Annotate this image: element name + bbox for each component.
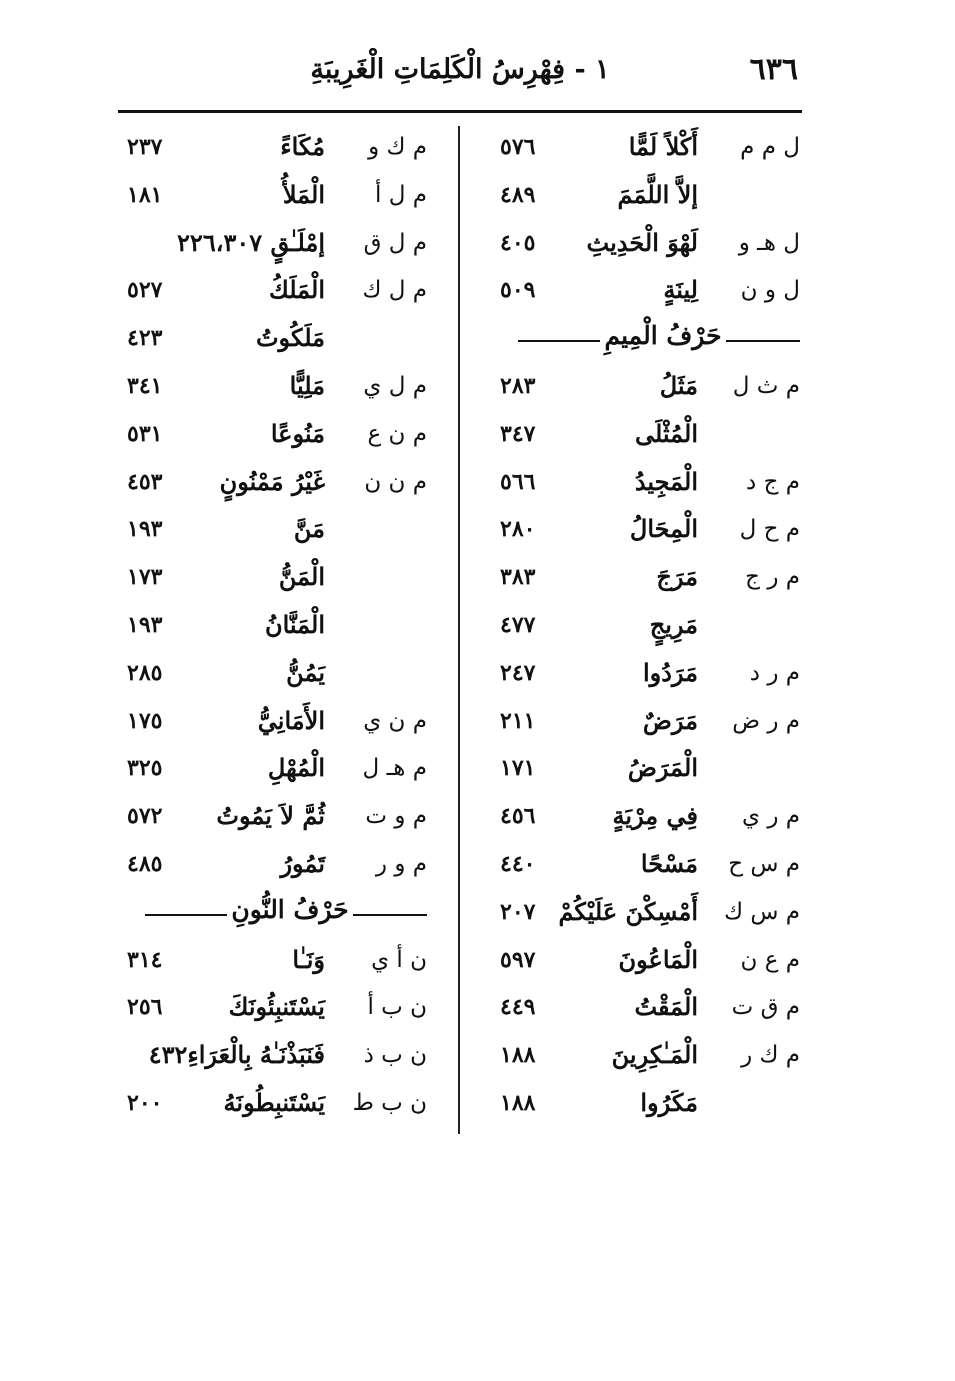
entry-word: فَنَبَذْنَـٰهُ بِالْعَرَاءِ٤٣٢: [148, 1040, 325, 1070]
entry-word: مُكَاءً: [280, 132, 325, 161]
entry-root: م هـ ل: [362, 755, 427, 782]
entry-root: ن أ ي: [371, 946, 427, 973]
section-heading: [127, 891, 427, 939]
entry-root: ل و ن: [740, 277, 800, 304]
section-heading-text: حَرْفُ الْمِيمِ: [604, 321, 722, 351]
entry-root: م ح ل: [739, 516, 800, 543]
entry-root: م ل أ: [375, 181, 427, 208]
entry-page-ref: ١٧٣: [127, 564, 163, 591]
entry-word: أَكْلاً لَمًّا: [628, 132, 698, 161]
entry-word: مَكَرُوا: [640, 1087, 698, 1117]
entry-root: م س ك: [724, 898, 800, 925]
entry-word: مَنَّ: [293, 514, 325, 544]
index-entry: [500, 795, 800, 843]
entry-word: يَسْتَنبِطُونَهُ: [223, 1087, 325, 1117]
column-divider: [458, 126, 460, 1134]
index-entry: [500, 747, 800, 795]
entry-page-ref: ٣١٤: [127, 946, 163, 973]
index-entry: [500, 843, 800, 891]
entry-page-ref: ٣٨٣: [500, 564, 536, 591]
index-entry: [127, 795, 427, 843]
entry-page-ref: ٢٨٥: [127, 659, 163, 686]
entry-page-ref: ٥٧٢: [127, 803, 163, 830]
entry-word: الْمَنُّ: [278, 562, 325, 592]
entry-word: وَنَـٰا: [292, 944, 325, 974]
entry-word: مَرَجَ: [656, 562, 698, 592]
index-entry: [127, 508, 427, 556]
entry-word: الْمَقْتُ: [634, 992, 698, 1022]
page-title: ١ - فِهْرِسُ الْكَلِمَاتِ الْغَرِيبَةِ: [310, 54, 610, 85]
index-entry: [500, 939, 800, 987]
entry-word: الْمُثْلَى: [634, 418, 698, 448]
entry-root: م و ر: [375, 850, 427, 877]
index-entry: [500, 556, 800, 604]
index-entry: [127, 843, 427, 891]
entry-root: م ك ر: [741, 1042, 800, 1069]
index-entry: [127, 269, 427, 317]
entry-root: م ن ع: [367, 420, 427, 447]
entry-word: مَسْحًا: [640, 848, 698, 878]
heading-rule: [726, 340, 800, 342]
entry-root: م ر ي: [742, 803, 800, 830]
entry-word: يَمُنُّ: [286, 657, 325, 687]
index-entry: [500, 269, 800, 317]
entry-word: إمْلَـٰقٍ ٢٢٦،٣٠٧: [177, 227, 325, 257]
entry-page-ref: ٢٤٧: [500, 659, 536, 686]
section-heading-text: حَرْفُ النُّونِ: [231, 894, 349, 924]
entry-word: الْمَنَّانُ: [264, 609, 325, 639]
entry-page-ref: ٥٦٦: [500, 468, 536, 495]
entry-word: غَيْرُ مَمْنُونٍ: [219, 466, 325, 496]
entry-page-ref: ٣٢٥: [127, 755, 163, 782]
index-entry: [127, 939, 427, 987]
entry-page-ref: ٣٤١: [127, 372, 163, 399]
entry-word: مَنُوعًا: [270, 418, 325, 448]
entry-root: م ر ض: [732, 707, 800, 734]
entry-page-ref: ٢٠٠: [127, 1089, 163, 1116]
index-entry: [127, 174, 427, 222]
entry-word: مَلَكُوتُ: [255, 323, 325, 353]
entry-page-ref: ٤٤٩: [500, 994, 536, 1021]
entry-page-ref: ٥٣١: [127, 420, 163, 447]
page-number: ٦٣٦: [749, 52, 798, 87]
entry-root: م ل ك: [362, 277, 427, 304]
index-entry: [500, 652, 800, 700]
index-entry: [500, 365, 800, 413]
entry-word: لَهْوَ الْحَدِيثِ: [586, 227, 698, 257]
entry-page-ref: ٣٤٧: [500, 420, 536, 447]
section-heading: [500, 317, 800, 365]
entry-word: الْمَرَضُ: [627, 753, 698, 783]
index-entry: [500, 461, 800, 509]
index-entry: [127, 1034, 427, 1082]
index-entry: [127, 126, 427, 174]
entry-page-ref: ٤٧٧: [500, 611, 536, 638]
entry-root: ن ب أ: [367, 994, 427, 1021]
right-column: [500, 126, 800, 1130]
entry-root: م و ت: [365, 803, 427, 830]
entry-root: ن ب ط: [352, 1089, 427, 1116]
index-entry: [500, 174, 800, 222]
entry-word: الْمَـٰكِرِينَ: [611, 1040, 698, 1070]
entry-word: تَمُورُ: [280, 848, 325, 878]
entry-page-ref: ١٨١: [127, 181, 163, 208]
entry-word: الْمُهْلِ: [267, 753, 325, 783]
index-entry: [127, 222, 427, 270]
entry-root: م ث ل: [732, 372, 800, 399]
entry-word: لِينَةٍ: [663, 275, 698, 305]
entry-word: مَرَدُوا: [642, 657, 698, 687]
index-entry: [127, 365, 427, 413]
index-entry: [127, 604, 427, 652]
entry-root: م ك و: [368, 134, 427, 160]
entry-word: مَرَضٌ: [642, 705, 698, 735]
index-entry: [500, 126, 800, 174]
entry-page-ref: ٤٤٠: [500, 850, 536, 877]
index-entry: [127, 747, 427, 795]
entry-word: الْمِحَالُ: [629, 514, 698, 544]
entry-word: فِي مِرْيَةٍ: [612, 801, 698, 831]
entry-page-ref: ٤٨٥: [127, 850, 163, 877]
entry-word: يَسْتَنبِئُونَكَ: [228, 992, 325, 1022]
entry-page-ref: ٢٥٦: [127, 994, 163, 1021]
entry-page-ref: ٢٨٠: [500, 516, 536, 543]
entry-page-ref: ٤٢٣: [127, 325, 163, 352]
index-entry: [127, 652, 427, 700]
entry-word: أَمْسِكْنَ عَلَيْكُمْ: [558, 896, 698, 926]
entry-page-ref: ٥٠٩: [500, 277, 536, 304]
entry-page-ref: ٢٣٧: [127, 134, 163, 160]
page-header: [118, 48, 802, 100]
entry-root: م ر ج: [745, 564, 800, 591]
entry-page-ref: ٤٥٦: [500, 803, 536, 830]
entry-word: ثُمَّ لاَ يَمُوتُ: [216, 801, 325, 831]
index-entry: [500, 413, 800, 461]
entry-root: م ل ق: [363, 229, 427, 256]
entry-word: الْمَلأُ: [282, 179, 325, 209]
header-rule: [118, 110, 802, 113]
index-entry: [500, 1082, 800, 1130]
heading-rule: [145, 914, 227, 916]
entry-root: م ق ت: [731, 994, 800, 1021]
index-entry: [127, 700, 427, 748]
entry-root: ن ب ذ: [363, 1042, 427, 1069]
entry-root: ل م م: [740, 134, 800, 160]
entry-page-ref: ٥٢٧: [127, 277, 163, 304]
entry-root: م ن ن: [364, 468, 427, 495]
entry-page-ref: ٢١١: [500, 707, 536, 734]
index-entry: [500, 986, 800, 1034]
entry-page-ref: ١٨٨: [500, 1089, 536, 1116]
entry-page-ref: ١٧١: [500, 755, 536, 782]
index-entry: [500, 891, 800, 939]
index-entry: [127, 413, 427, 461]
index-entry: [127, 317, 427, 365]
entry-root: م ع ن: [740, 946, 800, 973]
index-entry: [500, 1034, 800, 1082]
entry-word: الْمَاعُونَ: [618, 944, 698, 974]
index-entry: [500, 700, 800, 748]
entry-page-ref: ٤٨٩: [500, 181, 536, 208]
index-entry: [127, 556, 427, 604]
entry-word: مَثَلُ: [659, 370, 698, 400]
entry-page-ref: ٢٠٧: [500, 898, 536, 925]
left-column: [127, 126, 427, 1130]
index-entry: [127, 461, 427, 509]
entry-word: الْمَجِيدُ: [634, 466, 698, 496]
entry-page-ref: ٥٩٧: [500, 946, 536, 973]
entry-page-ref: ٤٥٣: [127, 468, 163, 495]
index-entry: [500, 222, 800, 270]
entry-root: م س ح: [728, 850, 800, 877]
entry-root: ل هـ و: [738, 229, 800, 256]
heading-rule: [518, 340, 600, 342]
entry-word: مَرِيجٍ: [649, 609, 698, 639]
entry-word: الْمَلَكُ: [268, 275, 325, 305]
entry-root: م ن ي: [363, 707, 427, 734]
entry-word: مَلِيًّا: [289, 370, 325, 400]
entry-page-ref: ٢٨٣: [500, 372, 536, 399]
entry-root: م ج د: [746, 468, 800, 495]
entry-page-ref: ١٩٣: [127, 611, 163, 638]
entry-root: م ر د: [749, 659, 800, 686]
index-entry: [500, 604, 800, 652]
entry-page-ref: ٤٠٥: [500, 229, 536, 256]
index-entry: [500, 508, 800, 556]
index-entry: [127, 986, 427, 1034]
entry-page-ref: ١٩٣: [127, 516, 163, 543]
heading-rule: [353, 914, 427, 916]
entry-page-ref: ١٧٥: [127, 707, 163, 734]
entry-word: الأَمَانِيُّ: [257, 705, 325, 735]
entry-page-ref: ١٨٨: [500, 1042, 536, 1069]
entry-page-ref: ٥٧٦: [500, 134, 536, 160]
entry-word: إلاَّ اللَّمَمَ: [617, 179, 698, 209]
index-entry: [127, 1082, 427, 1130]
entry-root: م ل ي: [363, 372, 427, 399]
